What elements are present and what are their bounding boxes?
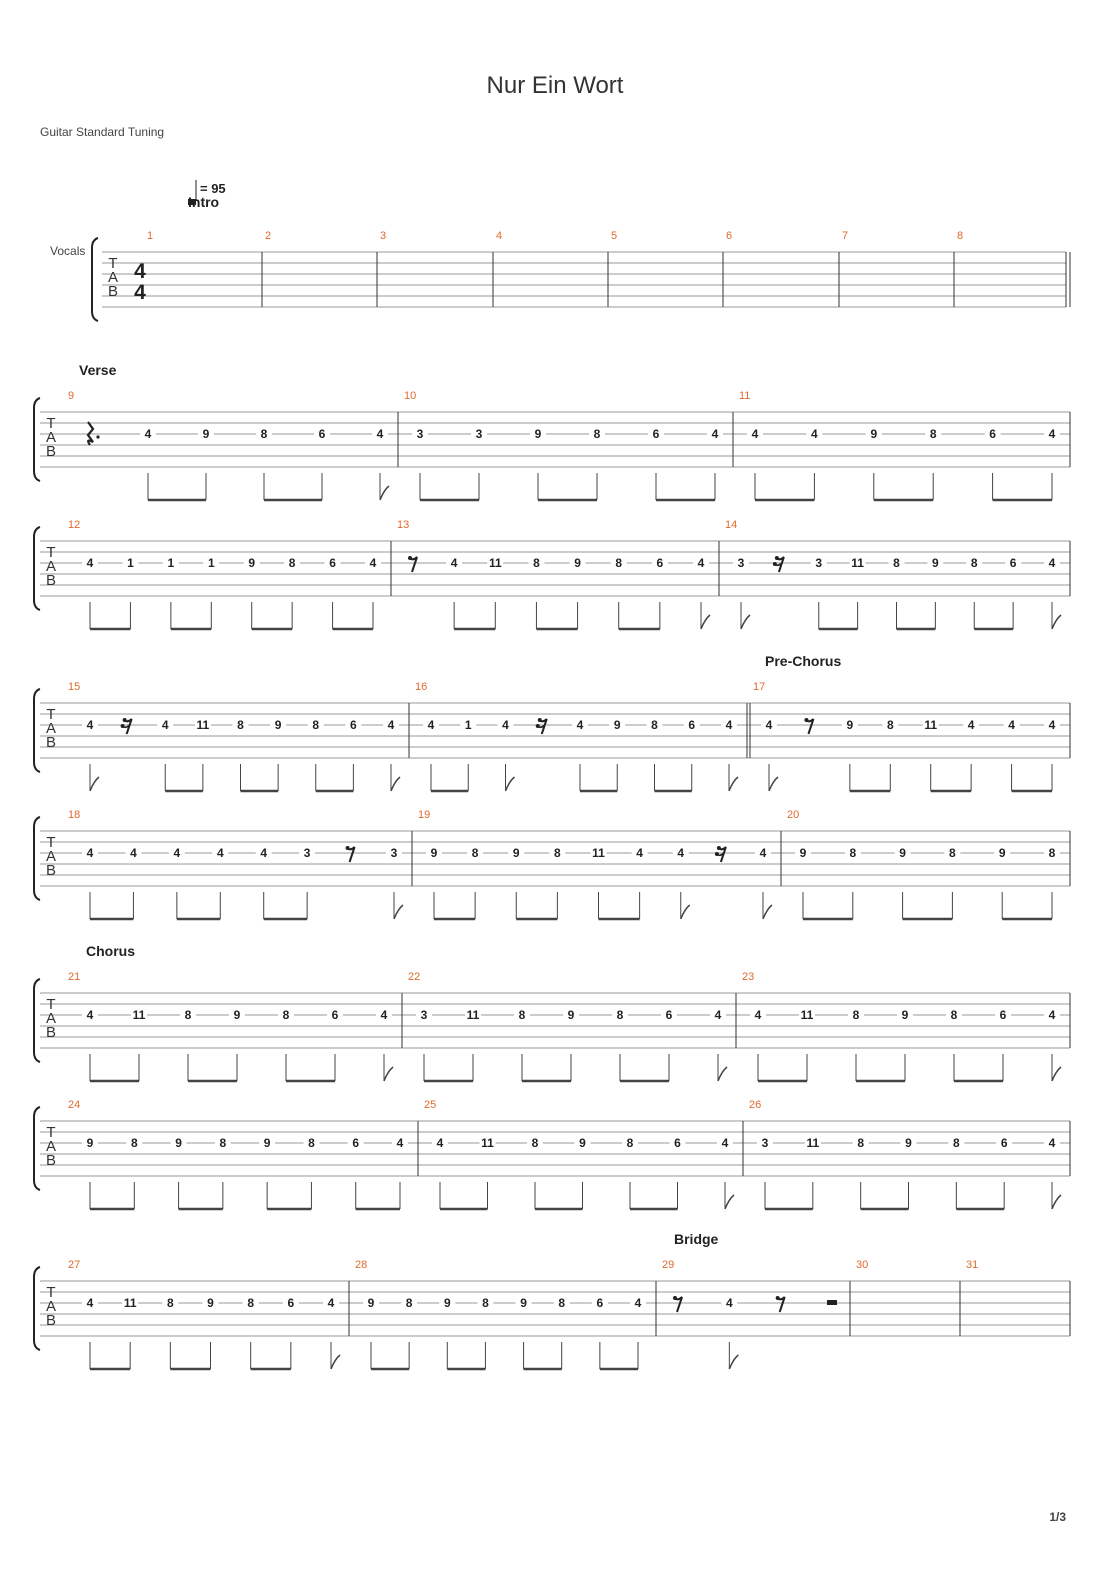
fret-number: 4 [1048, 427, 1056, 441]
fret-number: 11 [806, 1136, 820, 1150]
fret-number: 8 [471, 846, 479, 860]
fret-number: 1 [207, 556, 215, 570]
tab-clef-letter: T [46, 1124, 56, 1141]
fret-number: 9 [579, 1136, 586, 1150]
note-flag [380, 486, 389, 500]
fret-number: 9 [905, 1136, 912, 1150]
fret-number: 8 [929, 427, 937, 441]
fret-number: 6 [329, 556, 336, 570]
fret-number: 8 [893, 556, 900, 570]
fret-number: 6 [1000, 1136, 1008, 1150]
note-flag [90, 777, 99, 791]
measure-number: 17 [753, 681, 766, 693]
tab-clef-letter: T [46, 706, 56, 723]
fret-number: 4 [1008, 718, 1015, 732]
measure-number: 23 [742, 971, 755, 983]
fret-number: 6 [596, 1296, 604, 1310]
fret-number: 4 [86, 556, 94, 570]
system-bracket [34, 1267, 40, 1350]
fret-number: 9 [202, 427, 210, 441]
note-flag [331, 1355, 340, 1369]
fret-number: 9 [233, 1008, 241, 1022]
fret-number: 4 [396, 1136, 404, 1150]
fret-number: 11 [481, 1136, 494, 1150]
fret-number: 9 [274, 718, 282, 732]
tab-clef-letter: T [46, 544, 56, 561]
fret-number: 8 [482, 1296, 489, 1310]
fret-number: 4 [427, 718, 435, 732]
note-flag [729, 777, 738, 791]
tab-clef-letter: A [45, 1010, 57, 1027]
fret-number: 8 [1048, 846, 1056, 860]
fret-number: 11 [132, 1008, 146, 1022]
measure-number: 8 [957, 230, 964, 242]
fret-number: 11 [466, 1008, 480, 1022]
fret-number: 11 [196, 718, 210, 732]
song-title: Nur Ein Wort [486, 72, 624, 99]
fret-number: 4 [86, 846, 94, 860]
fret-number: 4 [450, 556, 458, 570]
fret-number: 3 [390, 846, 398, 860]
measure-number: 12 [68, 519, 81, 531]
fret-number: 8 [952, 1136, 960, 1150]
fret-number: 8 [970, 556, 978, 570]
fret-number: 6 [331, 1008, 339, 1022]
measure-number: 5 [611, 230, 618, 242]
measure-number: 22 [408, 971, 421, 983]
fret-number: 4 [161, 718, 169, 732]
fret-number: 4 [260, 846, 268, 860]
fret-number: 9 [443, 1296, 451, 1310]
fret-number: 3 [303, 846, 311, 860]
fret-number: 9 [248, 556, 256, 570]
fret-number: 8 [405, 1296, 413, 1310]
fret-number: 4 [436, 1136, 444, 1150]
measure-number: 10 [404, 390, 417, 402]
measure-number: 21 [68, 971, 81, 983]
tab-clef-letter: T [46, 1284, 56, 1301]
fret-number: 4 [811, 427, 818, 441]
tab-clef-letter: A [45, 1138, 57, 1155]
tab-clef-letter: A [45, 848, 57, 865]
note-flag [701, 615, 710, 629]
measure-number: 1 [147, 230, 154, 242]
page-number: 1/3 [1049, 1510, 1066, 1524]
measure-number: 24 [68, 1099, 81, 1111]
eighth-rest-icon [346, 846, 355, 862]
fret-number: 9 [367, 1296, 375, 1310]
fret-number: 4 [130, 846, 137, 860]
system-bracket [34, 527, 40, 610]
measure-number: 13 [397, 519, 410, 531]
fret-number: 4 [697, 556, 705, 570]
tab-clef-letter: A [45, 1298, 57, 1315]
fret-number: 3 [761, 1136, 769, 1150]
fret-number: 9 [175, 1136, 182, 1150]
fret-number: 4 [634, 1296, 642, 1310]
fret-number: 8 [857, 1136, 865, 1150]
tab-clef-letter: B [45, 862, 57, 879]
fret-number: 4 [677, 846, 685, 860]
fret-number: 8 [852, 1008, 860, 1022]
fret-number: 8 [950, 1008, 958, 1022]
fret-number: 8 [282, 1008, 290, 1022]
fret-number: 11 [851, 556, 864, 570]
tab-clef-letter: T [108, 255, 118, 272]
measure-number: 28 [355, 1259, 368, 1271]
system-bracket [34, 689, 40, 772]
fret-number: 6 [287, 1296, 295, 1310]
note-flag [506, 777, 515, 791]
system-bracket [34, 817, 40, 900]
fret-number: 4 [1048, 1136, 1056, 1150]
fret-number: 6 [350, 718, 357, 732]
fret-number: 4 [765, 718, 773, 732]
sixteenth-rest-icon [121, 718, 132, 734]
measure-number: 2 [265, 230, 272, 242]
fret-number: 8 [312, 718, 320, 732]
measure-number: 31 [966, 1259, 979, 1271]
system-bracket [34, 979, 40, 1062]
fret-number: 3 [475, 427, 483, 441]
fret-number: 9 [207, 1296, 214, 1310]
fret-number: 6 [318, 427, 326, 441]
fret-number: 3 [416, 427, 424, 441]
fret-number: 4 [759, 846, 767, 860]
tab-clef-letter: T [46, 834, 56, 851]
note-flag [763, 905, 772, 919]
measure-number: 11 [739, 390, 751, 402]
measure-number: 4 [496, 230, 503, 242]
fret-number: 9 [932, 556, 939, 570]
fret-number: 9 [799, 846, 807, 860]
fret-number: 4 [725, 718, 733, 732]
time-signature-top: 4 [134, 260, 146, 283]
sixteenth-rest-icon [715, 846, 726, 862]
fret-number: 6 [352, 1136, 360, 1150]
fret-number: 4 [216, 846, 224, 860]
tab-clef-letter: A [45, 720, 57, 737]
note-flag [1052, 615, 1061, 629]
measure-number: 18 [68, 809, 81, 821]
note-flag [1052, 1067, 1061, 1081]
section-label-intro: Intro [188, 194, 220, 210]
fret-number: 4 [502, 718, 509, 732]
instrument-name: Vocals [50, 244, 86, 258]
fret-number: 8 [288, 556, 296, 570]
fret-number: 11 [488, 556, 502, 570]
tab-clef-letter: A [107, 269, 119, 286]
note-flag [769, 777, 778, 791]
fret-number: 4 [144, 427, 152, 441]
fret-number: 6 [652, 427, 660, 441]
note-flag [394, 905, 403, 919]
measure-number: 15 [68, 681, 81, 693]
fret-number: 8 [260, 427, 268, 441]
measure-number: 19 [418, 809, 431, 821]
tempo-marking: = 95 [200, 181, 226, 196]
measure-number: 25 [424, 1099, 437, 1111]
eighth-rest-icon [408, 556, 417, 572]
fret-number: 9 [520, 1296, 527, 1310]
fret-number: 8 [593, 427, 601, 441]
tab-clef-letter: T [46, 415, 56, 432]
note-flag [718, 1067, 727, 1081]
fret-number: 9 [86, 1136, 94, 1150]
fret-number: 8 [184, 1008, 192, 1022]
eighth-rest-icon [804, 718, 813, 734]
fret-number: 4 [369, 556, 377, 570]
fret-number: 3 [737, 556, 745, 570]
fret-number: 8 [308, 1136, 315, 1150]
fret-number: 4 [711, 427, 719, 441]
measure-number: 20 [787, 809, 800, 821]
fret-number: 4 [173, 846, 181, 860]
fret-number: 4 [327, 1296, 335, 1310]
fret-number: 8 [247, 1296, 255, 1310]
tab-clef-letter: A [45, 558, 57, 575]
fret-number: 1 [464, 718, 472, 732]
fret-number: 1 [127, 556, 134, 570]
note-flag [1052, 1195, 1061, 1209]
fret-number: 4 [576, 718, 584, 732]
fret-number: 4 [387, 718, 395, 732]
fret-number: 4 [380, 1008, 388, 1022]
eighth-rest-icon [673, 1296, 682, 1312]
measure-number: 29 [662, 1259, 675, 1271]
fret-number: 6 [1009, 556, 1017, 570]
fret-number: 4 [1048, 718, 1056, 732]
measure-number: 16 [415, 681, 428, 693]
fret-number: 4 [636, 846, 643, 860]
measure-number: 26 [749, 1099, 762, 1111]
fret-number: 9 [263, 1136, 271, 1150]
fret-number: 6 [989, 427, 996, 441]
note-flag [384, 1067, 393, 1081]
fret-number: 9 [613, 718, 621, 732]
fret-number: 8 [219, 1136, 227, 1150]
note-flag [729, 1355, 738, 1369]
tab-clef-letter: B [45, 443, 57, 460]
fret-number: 8 [651, 718, 658, 732]
fret-number: 9 [899, 846, 906, 860]
fret-number: 8 [554, 846, 561, 860]
note-flag [725, 1195, 734, 1209]
fret-number: 9 [512, 846, 520, 860]
fret-number: 9 [998, 846, 1006, 860]
tab-clef-letter: B [45, 1024, 57, 1041]
fret-number: 4 [376, 427, 384, 441]
fret-number: 4 [754, 1008, 762, 1022]
fret-number: 9 [870, 427, 878, 441]
fret-number: 1 [167, 556, 175, 570]
fret-number: 11 [592, 846, 605, 860]
fret-number: 4 [1048, 556, 1056, 570]
system-bracket [92, 238, 98, 321]
half-rest-icon [827, 1300, 837, 1305]
fret-number: 6 [688, 718, 696, 732]
section-label-bridge: Bridge [674, 1231, 719, 1247]
fret-number: 4 [86, 718, 94, 732]
tab-clef-letter: A [45, 429, 57, 446]
fret-number: 11 [924, 718, 938, 732]
fret-number: 8 [518, 1008, 526, 1022]
fret-number: 3 [815, 556, 823, 570]
measure-number: 6 [726, 230, 733, 242]
fret-number: 8 [949, 846, 956, 860]
fret-number: 4 [1048, 1008, 1056, 1022]
tab-clef-letter: B [45, 1152, 57, 1169]
fret-number: 9 [846, 718, 854, 732]
fret-number: 4 [967, 718, 975, 732]
fret-number: 6 [674, 1136, 681, 1150]
time-signature-bottom: 4 [134, 281, 146, 304]
measure-number: 27 [68, 1259, 81, 1271]
tab-clef-letter: T [46, 996, 56, 1013]
fret-number: 3 [420, 1008, 428, 1022]
tab-clef-letter: B [45, 1312, 57, 1329]
tab-clef-letter: B [107, 283, 119, 300]
sixteenth-rest-icon [773, 556, 784, 572]
fret-number: 11 [800, 1008, 814, 1022]
fret-number: 8 [849, 846, 857, 860]
note-flag [741, 615, 750, 629]
fret-number: 6 [665, 1008, 673, 1022]
fret-number: 8 [166, 1296, 174, 1310]
note-flag [391, 777, 400, 791]
measure-number: 3 [380, 230, 387, 242]
fret-number: 6 [656, 556, 664, 570]
fret-number: 6 [999, 1008, 1007, 1022]
fret-number: 4 [86, 1296, 94, 1310]
fret-number: 9 [430, 846, 438, 860]
fret-number: 8 [615, 556, 623, 570]
fret-number: 4 [751, 427, 759, 441]
note-flag [681, 905, 690, 919]
fret-number: 4 [714, 1008, 722, 1022]
fret-number: 8 [533, 556, 540, 570]
measure-number: 14 [725, 519, 738, 531]
section-label-chorus: Chorus [86, 943, 135, 959]
section-label-pre-chorus: Pre-Chorus [765, 653, 842, 669]
fret-number: 8 [531, 1136, 539, 1150]
eighth-rest-icon [776, 1296, 785, 1312]
fret-number: 8 [558, 1296, 566, 1310]
measure-number: 7 [842, 230, 849, 242]
fret-number: 8 [616, 1008, 624, 1022]
system-bracket [34, 1107, 40, 1190]
measure-number: 9 [68, 390, 75, 402]
fret-number: 9 [567, 1008, 575, 1022]
measure-number: 30 [856, 1259, 869, 1271]
fret-number: 9 [574, 556, 581, 570]
tuning-label: Guitar Standard Tuning [40, 125, 165, 139]
fret-number: 4 [721, 1136, 729, 1150]
section-label-verse: Verse [79, 362, 117, 378]
fret-number: 8 [237, 718, 244, 732]
sixteenth-rest-icon [536, 718, 547, 734]
fret-number: 4 [725, 1296, 733, 1310]
tab-clef-letter: B [45, 572, 57, 589]
fret-number: 11 [123, 1296, 137, 1310]
fret-number: 8 [626, 1136, 634, 1150]
tab-clef-letter: B [45, 734, 57, 751]
system-bracket [34, 398, 40, 481]
fret-number: 8 [130, 1136, 138, 1150]
fret-number: 8 [886, 718, 894, 732]
fret-number: 9 [901, 1008, 909, 1022]
fret-number: 9 [534, 427, 542, 441]
fret-number: 4 [86, 1008, 94, 1022]
